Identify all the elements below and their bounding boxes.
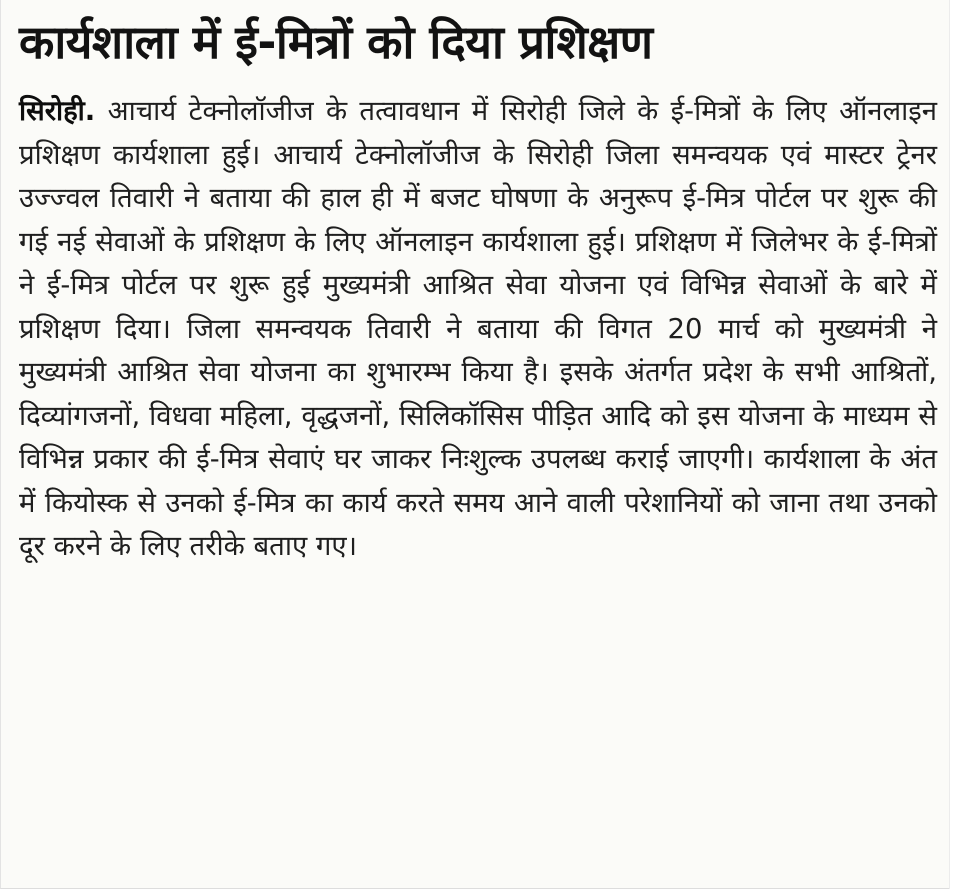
- article-dateline: सिरोही.: [19, 95, 96, 127]
- scan-edge: [949, 0, 962, 889]
- article-body: [19, 90, 937, 569]
- article-text: आचार्य टेक्नोलॉजीज के तत्वावधान में सिरोही जिले के ई-मित्रों के लिए ऑनलाइन प्रशिक्षण कार्यशाला हुई। आचार्य टेक्नोलॉजीज के सिरोही जिला समन्वयक एवं मास्टर ट्रेनर उज्ज्वल तिवारी ने बताया की हाल ही में बजट घोषणा के अनुरूप ई-मित्र पोर्टल पर शुरू की गई नई सेवाओं के प्रशिक्षण के लिए ऑनलाइन कार्यशाला हुई। प्रशिक्षण में जिलेभर के ई-मित्रों ने ई-मित्र पोर्टल पर शुरू हुई मुख्यमंत्री आश्रित सेवा योजना एवं विभिन्न सेवाओं के बारे में प्रशिक्षण दिया। जिला समन्वयक तिवारी ने बताया की विगत 20 मार्च को मुख्यमंत्री ने मुख्यमंत्री आश्रित सेवा योजना का शुभारम्भ किया है। इसके अंतर्गत प्रदेश के सभी आश्रितों, दिव्यांगजनों, विधवा महिला, वृद्धजनों, सिलिकॉसिस पीड़ित आदि को इस योजना के माध्यम से विभिन्न प्रकार की ई-मित्र सेवाएं घर जाकर निःशुल्क उपलब्ध कराई जाएगी। कार्यशाला के अंत में कियोस्क से उनको ई-मित्र का कार्य करते समय आने वाली परेशानियों को जाना तथा उनको दूर करने के लिए तरीके बताए गए।: [19, 95, 937, 562]
- article-headline: कार्यशाला में ई-मित्रों को दिया प्रशिक्षण: [19, 15, 653, 69]
